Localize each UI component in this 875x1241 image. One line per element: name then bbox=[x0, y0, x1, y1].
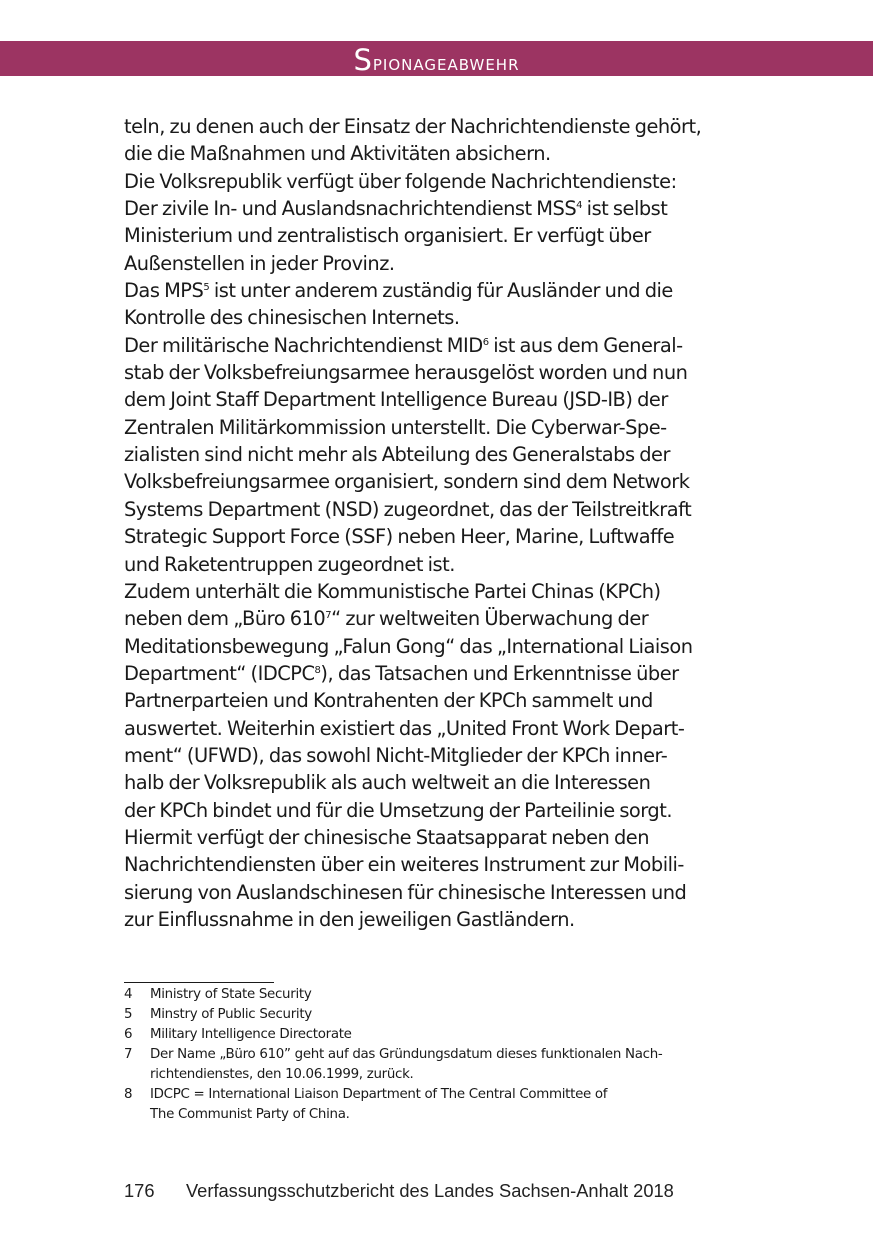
page-number: 176 bbox=[124, 1180, 155, 1201]
body-line: Der zivile In- und Auslandsnachrichtendienst MSS$^4$ ist selbst bbox=[124, 197, 668, 221]
footnote-item bbox=[124, 1025, 744, 1045]
footnotes bbox=[124, 985, 744, 1125]
body-line: sierung von Auslandschinesen für chinesische Interessen und bbox=[124, 880, 687, 904]
footnote-reference: 4 bbox=[576, 200, 583, 212]
footnote-text-continued: The Communist Party of China. bbox=[150, 1107, 350, 1122]
body-line: ment“ (UFWD), das sowohl Nicht-Mitglieder der KPCh inner- bbox=[124, 743, 668, 767]
body-line: Systems Department (NSD) zugeordnet, das der Teilstreitkraft bbox=[124, 497, 692, 521]
footnote-text-continued: richtendienstes, den 10.06.1999, zurück. bbox=[150, 1067, 414, 1082]
chapter-title-initial: S bbox=[353, 43, 373, 77]
footnote-reference: 7 bbox=[325, 610, 332, 622]
footnote-number: 7 bbox=[124, 1047, 133, 1062]
body-line: Volksbefreiungsarmee organisiert, sondern sind dem Network bbox=[124, 470, 690, 494]
body-line: Nachrichtendiensten über ein weiteres Instrument zur Mobili- bbox=[124, 853, 684, 877]
footnote-text: IDCPC = International Liaison Department of The Central Committee of bbox=[150, 1087, 608, 1102]
footnote-reference: 6 bbox=[482, 336, 489, 348]
footnote-reference: 5 bbox=[203, 282, 210, 294]
body-line: Zentralen Militärkommission unterstellt. Die Cyberwar-Spe- bbox=[124, 415, 667, 439]
page-footer bbox=[124, 1180, 674, 1202]
body-line: Partnerparteien und Kontrahenten der KPCh sammelt und bbox=[124, 689, 653, 713]
chapter-header-band bbox=[0, 41, 873, 76]
chapter-title-rest: pionageabwehr bbox=[372, 51, 520, 75]
body-line: Strategic Support Force (SSF) neben Heer, Marine, Luftwaffe bbox=[124, 525, 675, 549]
body-line: Der militärische Nachrichtendienst MID$^6$ ist aus dem General- bbox=[124, 333, 683, 357]
body-line: zur Einflussnahme in den jeweiligen Gastländern. bbox=[124, 907, 575, 931]
body-line: Das MPS$^5$ ist unter anderem zuständig für Ausländer und die bbox=[124, 279, 673, 303]
footnote-text: Ministry of State Security bbox=[150, 987, 312, 1002]
footnote-item bbox=[124, 985, 744, 1005]
body-line: Die Volksrepublik verfügt über folgende Nachrichtendienste: bbox=[124, 169, 677, 193]
footnote-text: Military Intelligence Directorate bbox=[150, 1027, 352, 1042]
footnote-text: Der Name „Büro 610” geht auf das Gründungsdatum dieses funktionalen Nach- bbox=[150, 1047, 663, 1062]
footnote-number: 8 bbox=[124, 1087, 133, 1102]
body-line: stab der Volksbefreiungsarmee herausgelöst worden und nun bbox=[124, 361, 688, 385]
body-line: Kontrolle des chinesischen Internets. bbox=[124, 306, 460, 330]
body-line: die die Maßnahmen und Aktivitäten absichern. bbox=[124, 142, 551, 166]
footnote-number: 6 bbox=[124, 1027, 133, 1042]
body-line: auswertet. Weiterhin existiert das „United Front Work Depart- bbox=[124, 716, 685, 740]
footnote-text: Minstry of Public Security bbox=[150, 1007, 312, 1022]
body-line: und Raketentruppen zugeordnet ist. bbox=[124, 552, 455, 576]
body-line: Meditationsbewegung „Falun Gong“ das „International Liaison bbox=[124, 634, 693, 658]
footnote-number: 4 bbox=[124, 987, 133, 1002]
publication-title: Verfassungsschutzbericht des Landes Sachsen-Anhalt 2018 bbox=[186, 1180, 674, 1201]
body-line: Hiermit verfügt der chinesische Staatsapparat neben den bbox=[124, 825, 650, 849]
footnote-divider bbox=[124, 982, 274, 983]
body-line: Zudem unterhält die Kommunistische Partei Chinas (KPCh) bbox=[124, 579, 661, 603]
footnote-number: 5 bbox=[124, 1007, 133, 1022]
body-line: der KPCh bindet und für die Umsetzung der Parteilinie sorgt. bbox=[124, 798, 672, 822]
body-line: dem Joint Staff Department Intelligence Bureau (JSD-IB) der bbox=[124, 388, 668, 412]
footnote-item bbox=[124, 1005, 744, 1025]
chapter-title bbox=[0, 41, 873, 83]
body-line: Department“ (IDCPC$^8$), das Tatsachen und Erkenntnisse über bbox=[124, 661, 679, 685]
body-text bbox=[124, 113, 754, 933]
body-line: halb der Volksrepublik als auch weltweit an die Interessen bbox=[124, 771, 651, 795]
body-line: zialisten sind nicht mehr als Abteilung des Generalstabs der bbox=[124, 443, 670, 467]
body-line: teln, zu denen auch der Einsatz der Nachrichtendienste gehört, bbox=[124, 115, 702, 138]
footnote-reference: 8 bbox=[314, 664, 321, 676]
body-line: Außenstellen in jeder Provinz. bbox=[124, 251, 395, 275]
footnote-item bbox=[124, 1045, 744, 1065]
body-line: neben dem „Büro $610^7“$ zur weltweiten Überwachung der bbox=[124, 607, 649, 631]
footnote-item bbox=[124, 1085, 744, 1105]
body-line: Ministerium und zentralistisch organisiert. Er verfügt über bbox=[124, 224, 651, 248]
